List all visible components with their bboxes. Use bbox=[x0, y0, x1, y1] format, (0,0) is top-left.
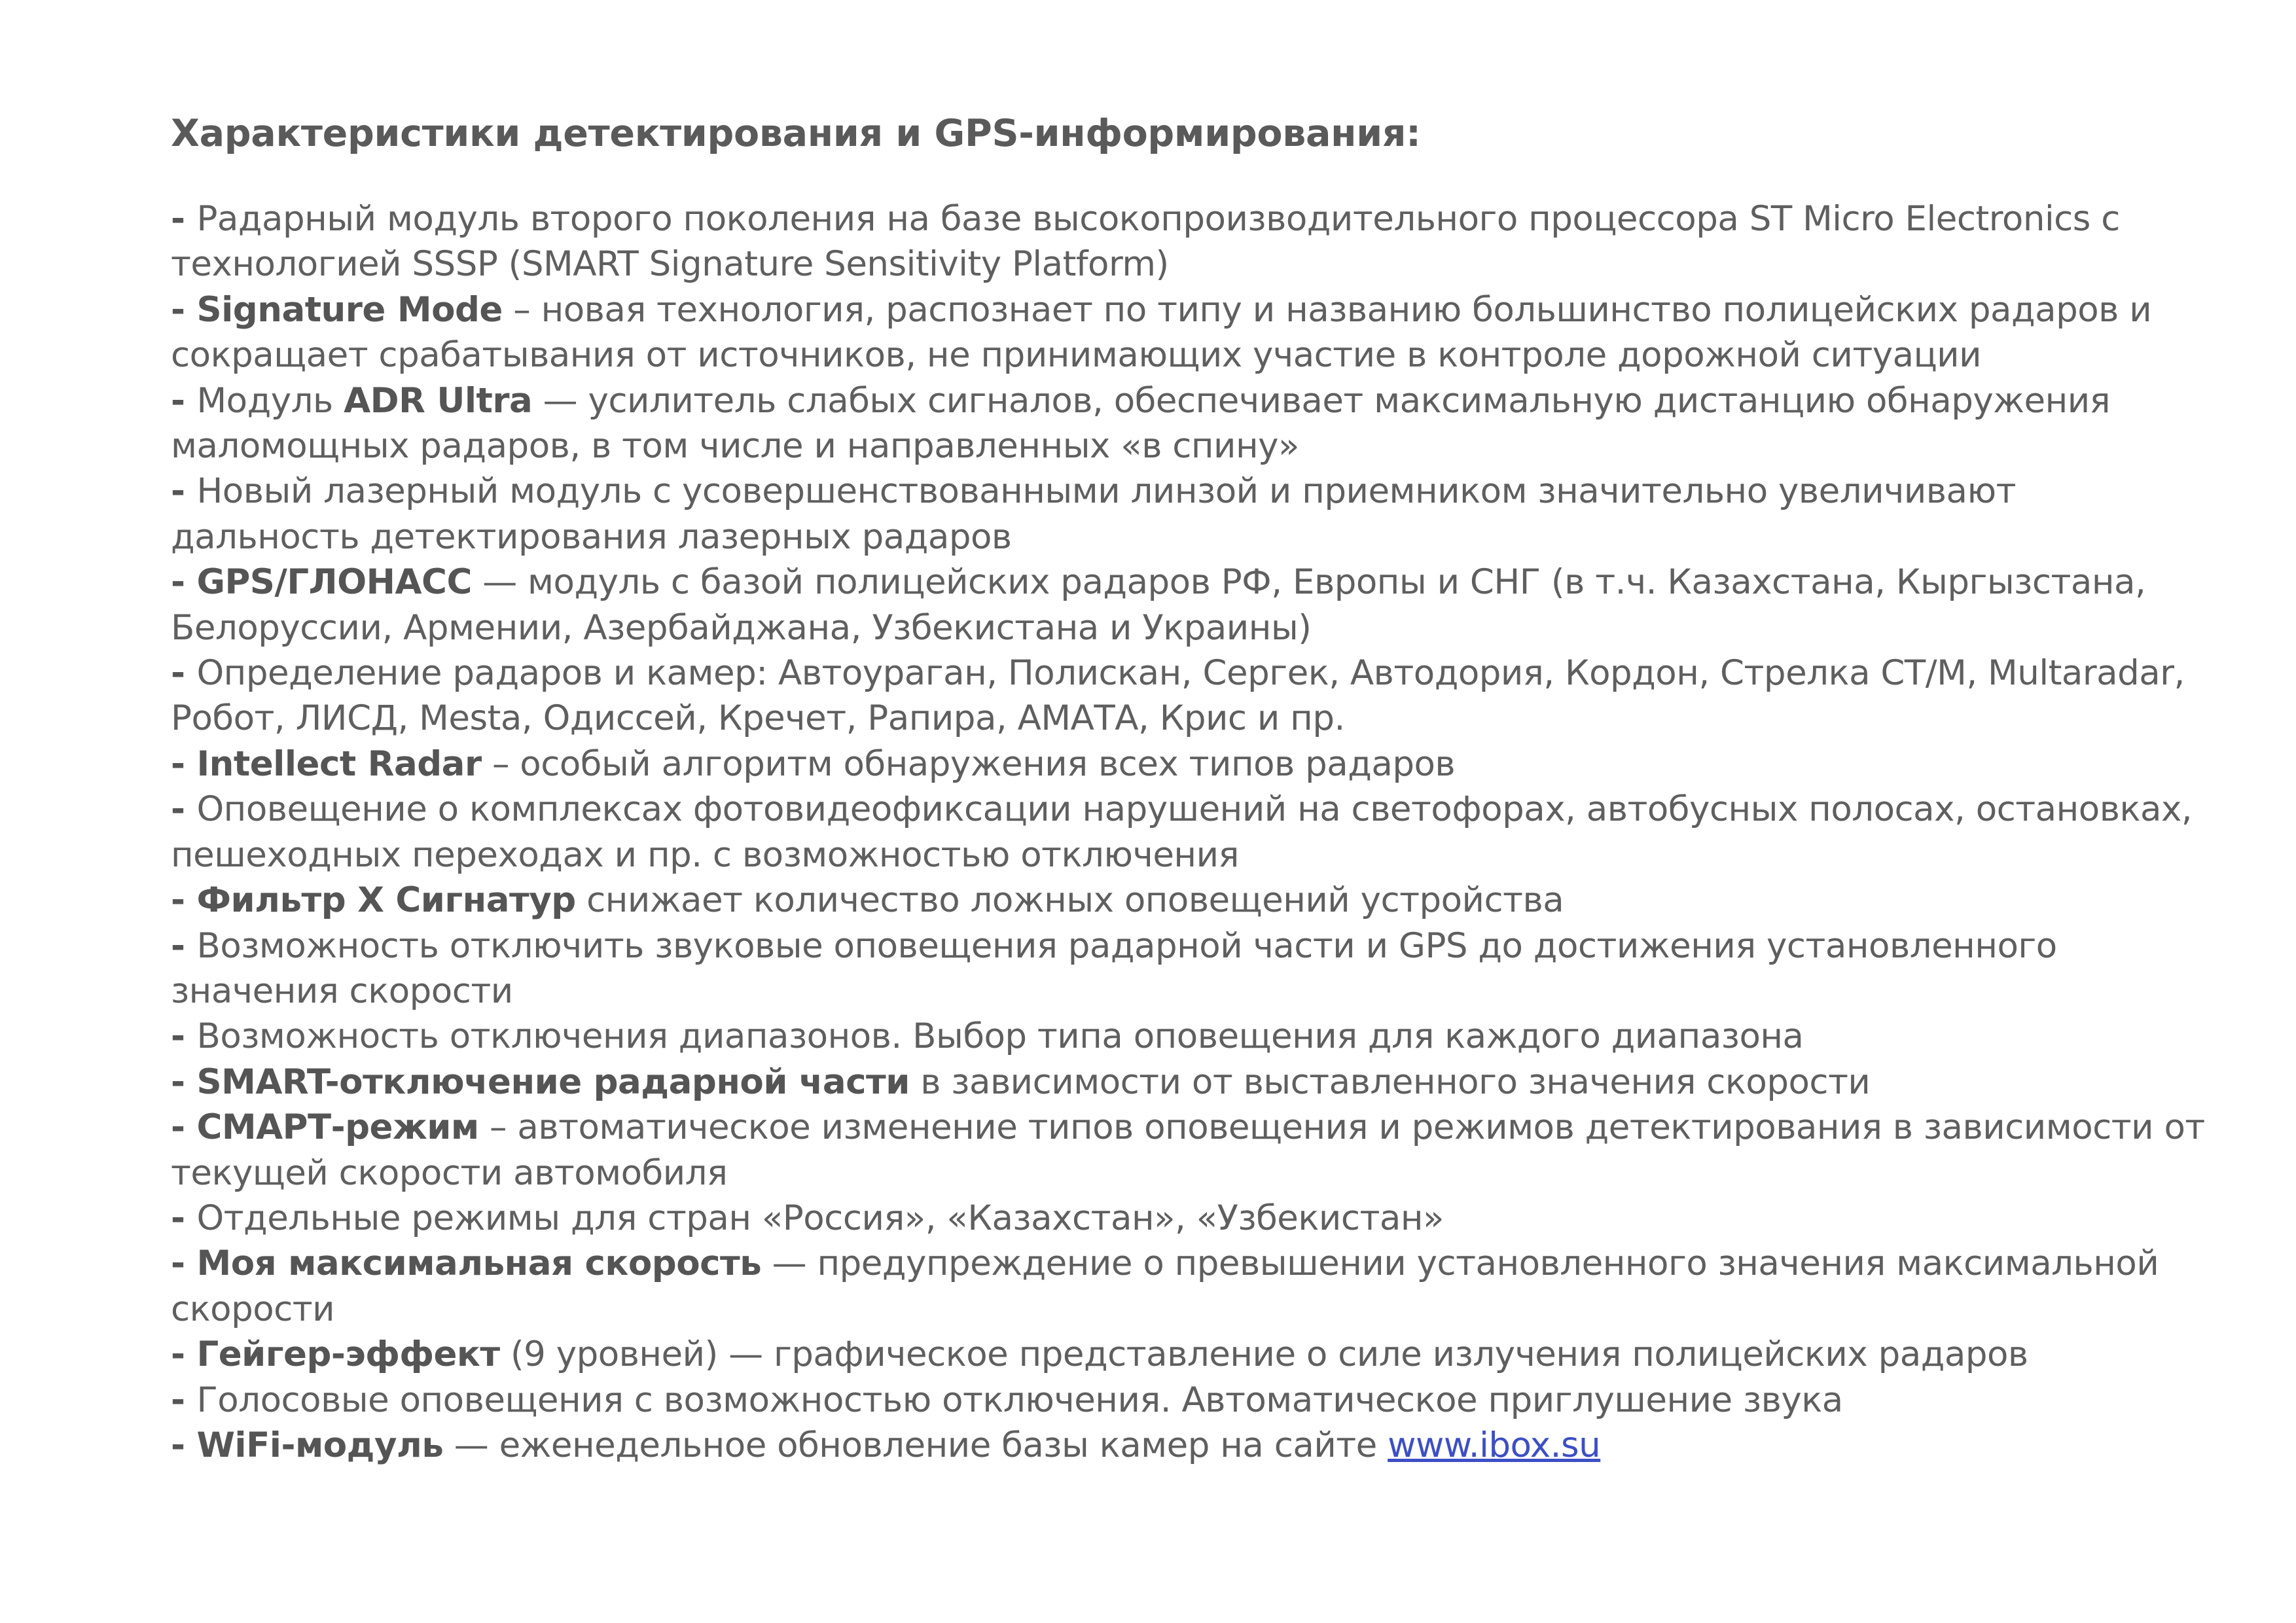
feature-item-adr-ultra: - Модуль ADR Ultra — усилитель слабых сигналов, обеспечивает максимальную дистанцию обнаружения маломощных радаров, в том числе и направленных «в спину» bbox=[171, 380, 2111, 467]
page-title: Характеристики детектирования и GPS-информирования: bbox=[171, 112, 1421, 155]
feature-item-intellect-radar: - Intellect Radar – особый алгоритм обнаружения всех типов радаров bbox=[171, 743, 1456, 784]
feature-item-signature-mode: - Signature Mode – новая технология, распознает по типу и названию большинство полицейских радаров и сокращает срабатывания от источников, не принимающих участие в контроле дорожной ситуации bbox=[171, 289, 2152, 376]
feature-item-smart-radar-off: - SMART-отключение радарной части в зависимости от выставленного значения скорости bbox=[171, 1061, 1871, 1102]
feature-item-country-modes: - Отдельные режимы для стран «Россия», «Казахстан», «Узбекистан» bbox=[171, 1198, 1444, 1238]
feature-item-geiger-effect: - Гейгер-эффект (9 уровней) — графическое представление о силе излучения полицейских радаров bbox=[171, 1334, 2028, 1375]
feature-item-laser-module: - Новый лазерный модуль с усовершенствованными линзой и приемником значительно увеличивают дальность детектирования лазерных радаров bbox=[171, 471, 2016, 557]
website-link[interactable]: www.ibox.su bbox=[1388, 1425, 1601, 1465]
feature-item-signature-filter: - Фильтр X Сигнатур снижает количество ложных оповещений устройства bbox=[171, 880, 1564, 921]
feature-list bbox=[171, 196, 2213, 1468]
feature-item-camera-detection: - Определение радаров и камер: Автоураган, Полискан, Сергек, Автодория, Кордон, Стрелка СТ/М, Multaradar, Робот, ЛИСД, Mesta, Одиссей, Кречет, Рапира, АМАТА, Крис и пр. bbox=[171, 653, 2185, 739]
feature-item-sound-off-speed: - Возможность отключить звуковые оповещения радарной части и GPS до достижения установленного значения скорости bbox=[171, 925, 2057, 1011]
feature-item-radar-module: - Радарный модуль второго поколения на базе высокопроизводительного процессора ST Micro Electronics с технологией SSSP (SMART Signature Sensitivity Platform) bbox=[171, 199, 2120, 285]
feature-item-max-speed: - Моя максимальная скорость — предупреждение о превышении установленного значения максимальной скорости bbox=[171, 1243, 2159, 1329]
document-page bbox=[171, 105, 2213, 1468]
feature-item-wifi-module: - WiFi-модуль — еженедельное обновление базы камер на сайте www.ibox.su bbox=[171, 1425, 1601, 1465]
feature-item-smart-mode: - СМАРТ-режим – автоматическое изменение типов оповещения и режимов детектирования в зависимости от текущей скорости автомобиля bbox=[171, 1107, 2205, 1193]
feature-item-band-disable: - Возможность отключения диапазонов. Выбор типа оповещения для каждого диапазона bbox=[171, 1016, 1804, 1057]
feature-item-voice-alerts: - Голосовые оповещения с возможностью отключения. Автоматическое приглушение звука bbox=[171, 1380, 1843, 1420]
feature-item-photo-video-alerts: - Оповещение о комплексах фотовидеофиксации нарушений на светофорах, автобусных полосах, остановках, пешеходных переходах и пр. с возможностью отключения bbox=[171, 789, 2193, 875]
feature-item-gps-glonass: - GPS/ГЛОНАСС — модуль с базой полицейских радаров РФ, Европы и СНГ (в т.ч. Казахстана, Кыргызстана, Белоруссии, Армении, Азербайджана, Узбекистана и Украины) bbox=[171, 562, 2146, 648]
